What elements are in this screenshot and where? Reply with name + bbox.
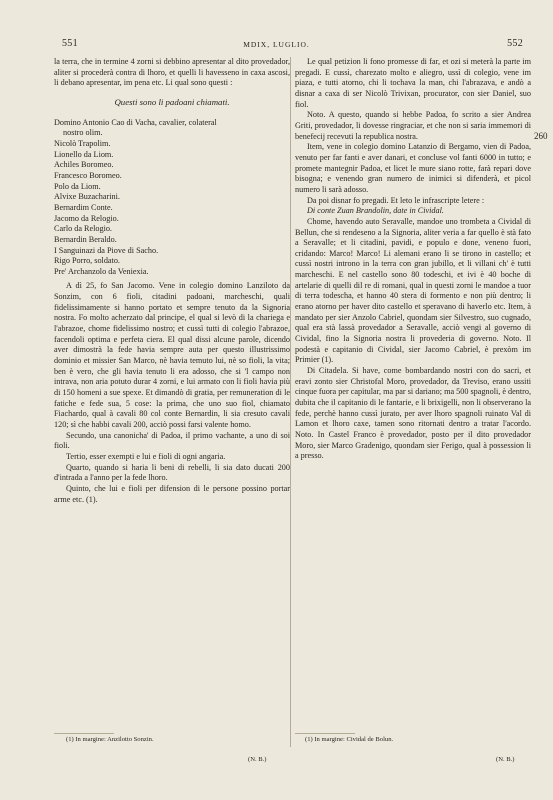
left-paragraph-5: Quinto, che lui e fioli per difension di le persone possino portar arme etc. (1). [54,483,290,504]
margin-number: 260 [534,131,548,141]
footnote-right: (1) In margine: Cividal de Bolun. [305,736,394,743]
list-item: Achiles Boromeo. [54,160,114,170]
list-item: I Sanguinazi da Piove di Sacho. [54,245,159,255]
right-paragraph-6: Di Citadela. Si have, come bombardando nostri con do sacri, et eravi zonto sier Christofal Moro, provedador, da Treviso, erano ussiti cinque fuora per capitular, ma par si dariano; ma 500 spagnoli, è dentro, dubita che il capitanio di le fantarie, e li brixigelli, non li observerano la fede, perchè hanno cussì jurato, per aver lhoro spagnoli ruinato Val di Lamon et lhoro caxe, tamen sono ritornati dentro a tratar l'acordo. Noto. In Castel Franco è provedador, posto per il dito provedador Moro, sier Marco Gradenigo, quondam sier Ferigo, qual à possession li a presso. [295,366,531,461]
list-item: Pre' Archanzolo da Veniexia. [54,266,149,276]
list-heading: Questi sono li padoani chiamati. [114,96,230,107]
right-paragraph-5: Chome, havendo auto Seravalle, mandoe uno trombeta a Cividal di Bellun, che si rendeseno a la Signoria, aliter veria a far quello è stà fato a Seravalle; et li citadini, pavidi, e populo e done, veneno fuori, cridando: Marco! Marco! Li alemani erano li se tirono in castello; et cussì nostri introno in la terra con gran jubillo, et li villani ch' è tutti marcheschi. E nel castello sono 80 todeschi, et ivi è 40 boche di artelarie di quelli dil re di romani, qual in questi zorni le mandoe a tuor di terra todescha, et hanno 40 stera di formento e non più dentro; li erano atorno per haver dito castello et speravano di haverlo etc. Item, à mandato per sier Anzolo Cabriel, quondam sier Silvestro, suo cugnado, qual era stà lassà provedador a Seravalle, acciò vengi al governo di Cividal, fino la Signoria nostra li provederia di governo. Noto. Il podestà e capitanio di Cividal, sier Jacomo Cabriel, è prexòm im Primier (1). [295,216,531,365]
running-title: MDIX, LUGLIO. [243,40,310,49]
list-item: Rigo Porro, soldato. [54,256,120,266]
footnote-rule-right [295,733,355,734]
list-item: nostro olim. [63,128,103,138]
left-paragraph-2: Secundo, una canonicha' di Padoa, il primo vachante, a uno di soi fioli. [54,430,290,451]
list-item: Bernardim Conte. [54,202,113,212]
list-item: Francesco Boromeo. [54,170,122,180]
column-divider [290,57,291,747]
list-item: Alvixe Buzacharini. [54,192,120,202]
list-item: Lionello da Liom. [54,149,114,159]
right-heading: Di conte Zuan Brandolin, date in Cividal. [307,206,444,216]
left-paragraph-1: A dì 25, fo San Jacomo. Vene in colegio domino Lanziloto da Sonzim, con 6 fioli, citadini padoani, marcheschi, quali fidelissimamente si hanno portato et sempre tenuto da la Signoria nostra. Fo molto acherzato dal principe, el qual si levò di la chariega e l'abrazoe, chome fidelissimo nostro; et cussì tutti di colegio l'abrazoe, facendoli optima e perfeta ciera. El qual dissi alcune parole, dicendo aver dimostrà la fede havia sempre auta per questo illustrissimo dominio et missier San Marco, nè havia temuto lui, nè so fioli, la vita; ben è vero, che gli havia tenuto li era adosso, che si 'l campo non intrava, non aria potuto durar 4 zorni, e lui armato con li fioli havia più di 150 homeni a sue spexe. Et dimandò di gratia, per remuneration di le fatiche e fede sua, 5 cose: la prima, che uno suo fiol, chiamato Fiachardo, qual à cavali 80 col conte Bernardin, li sia cresuto cavali 120; sì che habbi cavali 200, acciò possi farsi valente homo. [54,281,290,429]
footnote-rule-left [54,733,114,734]
left-paragraph-3: Tertio, esser exempti e lui e fioli di ogni angaria. [66,451,226,461]
page-number-left: 551 [62,38,78,49]
footnote-left: (1) In margine: Anzilotto Sonzin. [66,736,154,743]
page-number-right: 552 [507,38,523,49]
list-item: Jacomo da Relogio. [54,213,119,223]
list-item: Polo da Liom. [54,181,101,191]
list-item: Bernardin Beraldo. [54,234,117,244]
list-item: Carlo da Relogio. [54,224,112,234]
list-item: Nicolò Trapolim. [54,138,111,148]
names-list [54,118,290,278]
right-column [295,57,531,462]
left-paragraph-4: Quarto, quando si haria li beni di rebelli, li sia dato ducati 200 d'intrada a l'anno per la fede lhoro. [54,462,290,483]
right-paragraph-1: Le qual petizion li fono promesse di far, et ozi si meterà la parte im pregadi. E cussì, charezato molto e aliegro, ussì di colegio, vene im piaza, e tutti atorno, chi li tochava la man, chi l'abrazava, e andò a disnar a caxa di ser Nicolò Trivixan, procurator, con sier Daniel, suo fiol. [295,57,531,109]
right-paragraph-3: Item, vene in colegio domino Latanzio di Bergamo, vien di Padoa, venuto per far fanti e aver danari, et concluse vol fanti 6000 in tutto; e promete mantegnir Padoa, et licet le mure siano rotte, farà repari dove bisogna; e venendo gran numero de inimici si difenderà, et picol numero li sarà adosso. [295,142,531,194]
left-intro: la terra, che in termine 4 zorni si debbino apresentar al dito provedador, aliter si procederà contra di lhoro, et quelli li havesseno in caxa ascosi, li debano apresentar, im pena etc. Li qual sono questi : [54,57,290,88]
footnote-left-nb: (N. B.) [248,756,267,763]
right-paragraph-2: Noto. A questo, quando si hebbe Padoa, fo scrito a sier Andrea Griti, provedador, li dovesse ringraciar, et che non si saria immemori di benefecij recevuti la republica nostra. [295,110,531,141]
footnote-right-nb: (N. B.) [496,756,515,763]
right-paragraph-4: Da poi disnar fo pregadi. Et leto le infrascripte letere : [307,195,485,205]
list-item: Domino Antonio Cao di Vacha, cavalier, colateral [54,117,217,127]
left-column [54,57,290,505]
